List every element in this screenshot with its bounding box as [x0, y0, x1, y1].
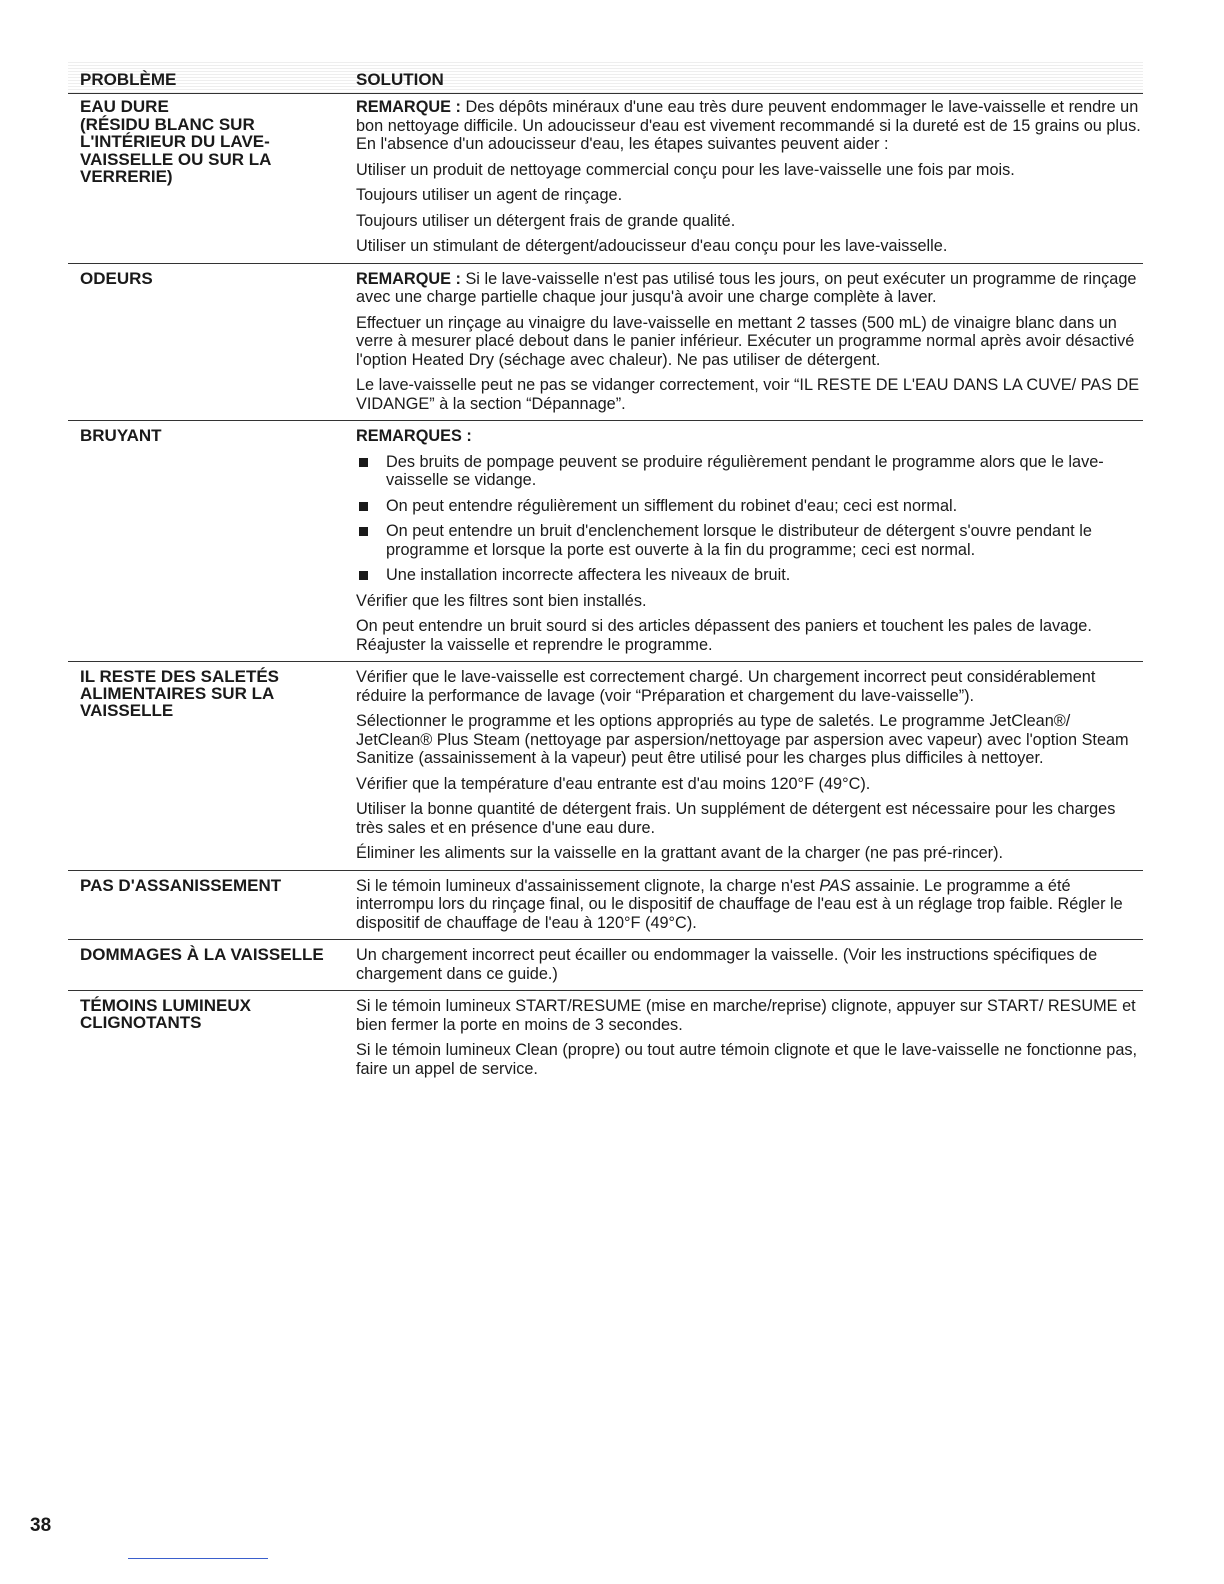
- solution-paragraph: Si le témoin lumineux Clean (propre) ou tout autre témoin clignote et que le lave-vaisselle ne fonctionne pas, faire un appel de service.: [356, 1041, 1138, 1078]
- solution-paragraph: Si le témoin lumineux START/RESUME (mise en marche/reprise) clignote, appuyer sur START/ RESUME et bien fermer la porte en moins de 3 secondes.: [356, 997, 1136, 1034]
- solution-paragraph: Toujours utiliser un agent de rinçage.: [356, 186, 623, 204]
- solution-cell: [356, 98, 1143, 256]
- note-label: REMARQUE :: [356, 269, 461, 288]
- solution-paragraph: Toujours utiliser un détergent frais de grande qualité.: [356, 211, 736, 230]
- text-fragment: assainie. Le programme a été interrompu lors du rinçage final, ou le dispositif de chauffage de l'eau est à un réglage trop faible. Régler le dispositif de chauffage de l'eau à 120°F (49°C).: [356, 876, 1123, 932]
- note-text: Des dépôts minéraux d'une eau très dure peuvent endommager le lave-vaisselle et rendre un bon nettoyage difficile. Un adoucisseur d'eau est vivement recommandé si la dureté est de 15 grains ou plus. En l'absence d'un adoucisseur d'eau, les étapes suivantes peuvent aider :: [356, 98, 1141, 153]
- list-item: [356, 497, 1143, 516]
- emphasis-text: PAS: [819, 876, 851, 895]
- table-row: [68, 264, 1143, 422]
- solution-paragraph: On peut entendre un bruit sourd si des articles dépassent des paniers et touchent les pales de lavage. Réajuster la vaisselle et reprendre le programme.: [356, 617, 1092, 654]
- solution-paragraph: [356, 877, 1143, 933]
- bullet-square-icon: [359, 527, 368, 536]
- list-item-text: On peut entendre régulièrement un sifflement du robinet d'eau; ceci est normal.: [386, 496, 958, 515]
- list-item: [356, 522, 1143, 559]
- problem-cell: TÉMOINS LUMINEUX CLIGNOTANTS: [80, 996, 251, 1032]
- solution-paragraph: Utiliser la bonne quantité de détergent frais. Un supplément de détergent est nécessaire pour les charges très sales et en présence d'une eau dure.: [356, 800, 1116, 837]
- solution-cell: [356, 270, 1143, 414]
- solution-paragraph: Utiliser un produit de nettoyage commercial conçu pour les lave-vaisselle une fois par mois.: [356, 160, 1015, 179]
- table-row: [68, 871, 1143, 941]
- problem-cell: PAS D'ASSANISSEMENT: [80, 875, 282, 895]
- solution-paragraph: Éliminer les aliments sur la vaisselle en la grattant avant de la charger (ne pas pré-rincer).: [356, 844, 1004, 862]
- problem-cell: EAU DURE (RÉSIDU BLANC SUR L'INTÉRIEUR DU LAVE- VAISSELLE OU SUR LA VERRERIE): [80, 97, 272, 186]
- note-paragraph: [356, 270, 1143, 307]
- bullet-square-icon: [359, 571, 368, 580]
- solution-cell: [356, 427, 1143, 654]
- note-label: REMARQUE :: [356, 98, 461, 116]
- bullet-square-icon: [359, 458, 368, 467]
- table-row: [68, 940, 1143, 991]
- solution-cell: [356, 997, 1143, 1078]
- solution-paragraph: Sélectionner le programme et les options appropriés au type de saletés. Le programme JetClean®/ JetClean® Plus Steam (nettoyage par aspersion/nettoyage par aspersion avec vapeur) avec l'option Steam Sanitize (assainissement à la vapeur) peut être utilisé pour les charges plus difficiles à nettoyer.: [356, 712, 1129, 767]
- solution-paragraph: Vérifier que la température d'eau entrante est d'au moins 120°F (49°C).: [356, 774, 871, 793]
- text-fragment: Si le témoin lumineux d'assainissement clignote, la charge n'est: [356, 876, 820, 895]
- solution-paragraph: Vérifier que le lave-vaisselle est correctement chargé. Un chargement incorrect peut considérablement réduire la performance de lavage (voir “Préparation et chargement du lave-vaisselle”).: [356, 668, 1096, 705]
- problem-cell: ODEURS: [80, 268, 153, 288]
- list-item: [356, 566, 1143, 585]
- table-header: [68, 60, 1143, 94]
- header-problem: PROBLÈME: [80, 70, 177, 89]
- note-paragraph: [356, 98, 1143, 154]
- footer-divider: [128, 1558, 268, 1559]
- list-item-text: Des bruits de pompage peuvent se produire régulièrement pendant le programme alors que le lave-vaisselle se vidange.: [386, 452, 1104, 489]
- solution-paragraph: Utiliser un stimulant de détergent/adoucisseur d'eau conçu pour les lave-vaisselle.: [356, 237, 948, 255]
- header-solution: SOLUTION: [356, 70, 444, 89]
- table-row: [68, 94, 1143, 264]
- solution-paragraph: Vérifier que les filtres sont bien installés.: [356, 591, 647, 610]
- list-item-text: Une installation incorrecte affectera les niveaux de bruit.: [386, 566, 791, 584]
- troubleshooting-table: [68, 60, 1143, 1085]
- solution-cell: [356, 668, 1143, 863]
- bullet-square-icon: [359, 502, 368, 511]
- bullet-list: [356, 453, 1143, 585]
- list-item: [356, 453, 1143, 490]
- page-number: 38: [30, 1515, 52, 1536]
- solution-cell: [356, 877, 1143, 933]
- table-row: [68, 421, 1143, 662]
- solution-paragraph: Effectuer un rinçage au vinaigre du lave-vaisselle en mettant 2 tasses (500 mL) de vinaigre blanc dans un verre à mesurer placé debout dans le panier inférieur. Exécuter un programme normal après avoir désactivé l'option Heated Dry (séchage avec chaleur). Ne pas utiliser de détergent.: [356, 313, 1135, 369]
- problem-cell: BRUYANT: [80, 426, 162, 445]
- problem-cell: IL RESTE DES SALETÉS ALIMENTAIRES SUR LA VAISSELLE: [80, 667, 280, 720]
- table-row: [68, 991, 1143, 1085]
- solution-paragraph: Un chargement incorrect peut écailler ou endommager la vaisselle. (Voir les instructions spécifiques de chargement dans ce guide.): [356, 946, 1098, 983]
- problem-cell: DOMMAGES À LA VAISSELLE: [80, 945, 324, 964]
- note-label: REMARQUES :: [356, 427, 472, 445]
- solution-cell: [356, 946, 1143, 983]
- table-row: [68, 662, 1143, 871]
- solution-paragraph: Le lave-vaisselle peut ne pas se vidanger correctement, voir “IL RESTE DE L'EAU DANS LA CUVE/ PAS DE VIDANGE” à la section “Dépannage”.: [356, 376, 1140, 413]
- list-item-text: On peut entendre un bruit d'enclenchement lorsque le distributeur de détergent s'ouvre pendant le programme et lorsque la porte est ouverte à la fin du programme; ceci est normal.: [386, 522, 1092, 559]
- note-text: Si le lave-vaisselle n'est pas utilisé tous les jours, on peut exécuter un programme de rinçage avec une charge partielle chaque jour jusqu'à avoir une charge complète à laver.: [356, 269, 1137, 306]
